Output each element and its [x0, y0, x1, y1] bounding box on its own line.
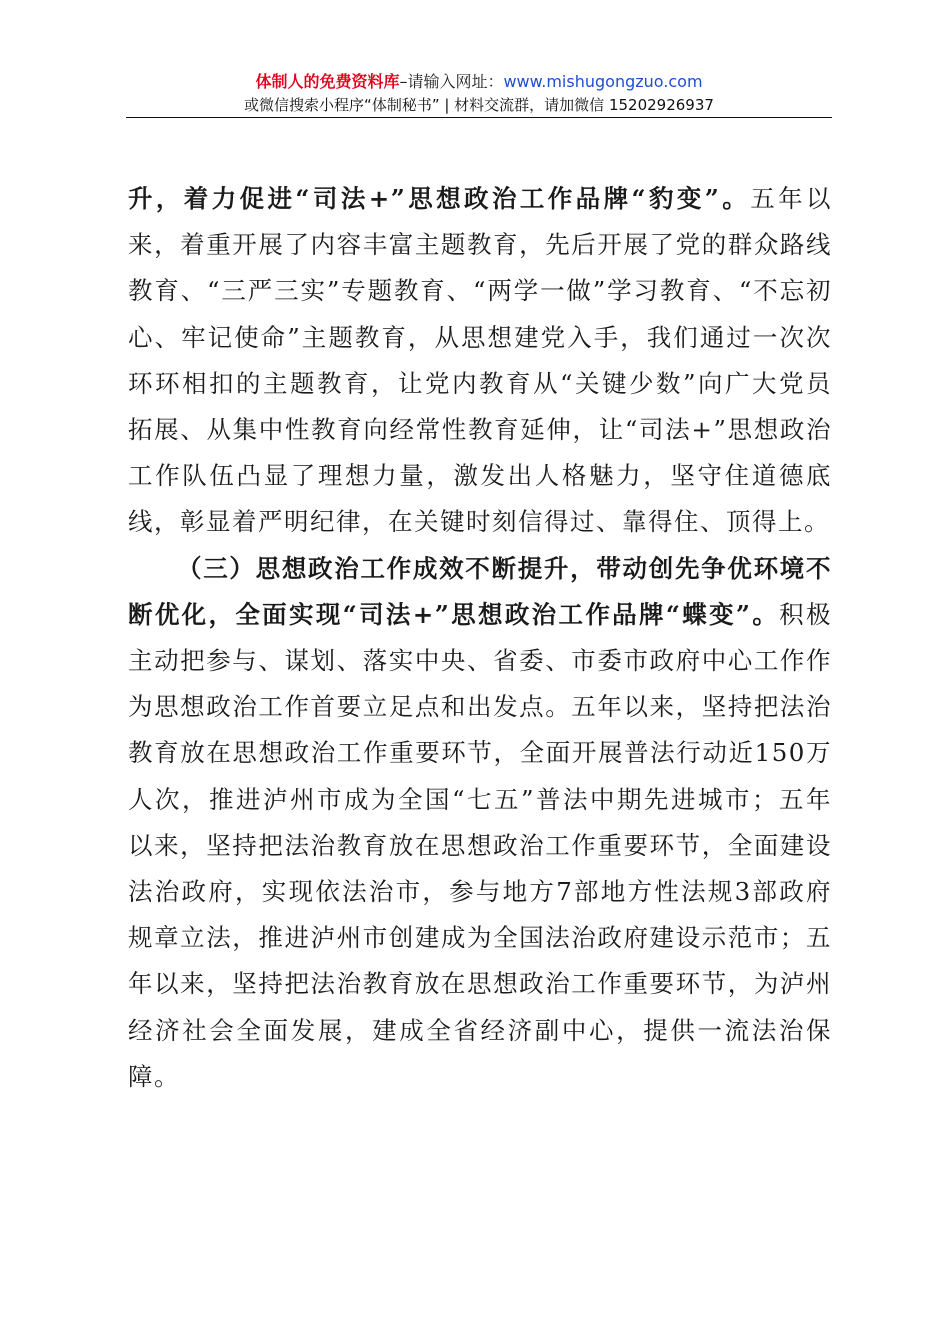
paragraph-2-bold-lead: （三）思想政治工作成效不断提升，带动创先争优环境不断优化，全面实现“司法+”思想政治工作品牌“蝶变”。 [128, 553, 832, 629]
paragraph-1-bold-lead: 升，着力促进“司法+”思想政治工作品牌“豹变”。 [128, 184, 751, 213]
header-divider [126, 117, 832, 118]
document-body [128, 176, 832, 1100]
paragraph-2-text: 积极主动把参与、谋划、落实中央、省委、市委市政府中心工作作为思想政治工作首要立足点和出发点。五年以来，坚持把法治教育放在思想政治工作重要环节，全面开展普法行动近150万人次，推进泸州市成为全国“七五”普法中期先进城市；五年以来，坚持把法治教育放在思想政治工作重要环节，全面建设法治政府，实现依法治市，参与地方7部地方性法规3部政府规章立法，推进泸州市创建成为全国法治政府建设示范市；五年以来，坚持把法治教育放在思想政治工作重要环节，为泸州经济社会全面发展，建成全省经济副中心，提供一流法治保障。 [128, 599, 833, 1091]
header-prompt: –请输入网址： [399, 72, 504, 91]
paragraph-2 [128, 546, 832, 1100]
header-line-2: 或微信搜索小程序“体制秘书” | 材料交流群，请加微信 15202926937 [244, 96, 714, 114]
paragraph-1 [128, 176, 832, 546]
paragraph-1-text: 五年以来，着重开展了内容丰富主题教育，先后开展了党的群众路线教育、“三严三实”专题教育、“两学一做”学习教育、“不忘初心、牢记使命”主题教育，从思想建党入手，我们通过一次次环环相扣的主题教育，让党内教育从“关键少数”向广大党员拓展、从集中性教育向经常性教育延伸，让“司法+”思想政治工作队伍凸显了理想力量，激发出人格魅力，坚守住道德底线，彰显着严明纪律，在关键时刻信得过、靠得住、顶得上。 [128, 184, 832, 537]
page-header [126, 70, 832, 116]
header-brand: 体制人的免费资料库 [255, 72, 400, 91]
header-url-link[interactable]: www.mishugongzuo.com [503, 72, 703, 91]
header-line-1 [126, 70, 832, 94]
